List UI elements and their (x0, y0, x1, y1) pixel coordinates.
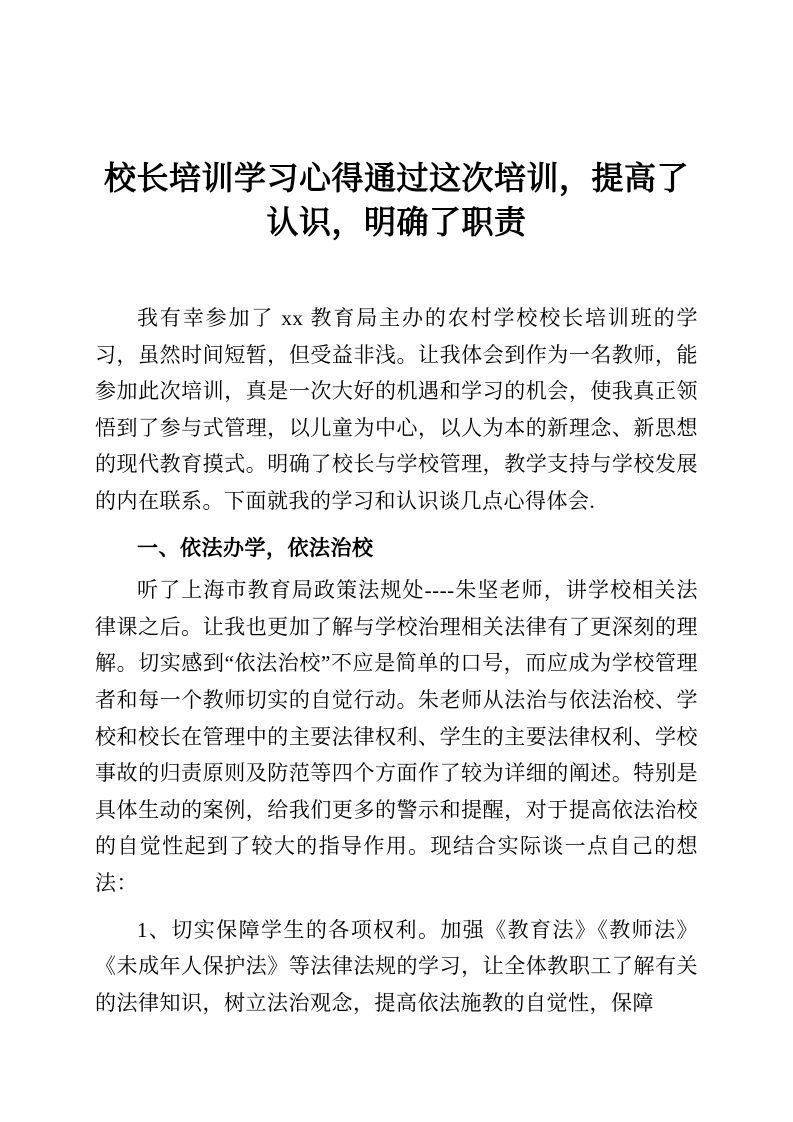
paragraph: 1、切实保障学生的各项权利。加强《教育法》《教师法》《未成年人保护法》等法律法规的学习，让全体教职工了解有关的法律知识，树立法治观念，提高依法施教的自觉性，保障 (95, 917, 698, 1015)
document-title: 校长培训学习心得通过这次培训，提高了认识，明确了职责 (103, 160, 689, 240)
paragraph: 听了上海市教育局政策法规处----朱坚老师，讲学校相关法律课之后。让我也更加了解与学校治理相关法律有了更深刻的理解。切实感到“依法治校”不应是简单的口号，而应成为学校管理者和每一个教师切实的自觉行动。朱老师从法治与依法治校、学校和校长在管理中的主要法律权利、学生的主要法律权利、学校事故的归责原则及防范等四个方面作了较为详细的阐述。特别是具体生动的案例，给我们更多的警示和提醒，对于提高依法治校的自觉性起到了较大的指导作用。现结合实际谈一点自己的想法： (95, 578, 698, 895)
paragraph: 我有幸参加了 xx 教育局主办的农村学校校长培训班的学习，虽然时间短暂，但受益非浅。让我体会到作为一名教师，能参加此次培训，真是一次大好的机遇和学习的机会，使我真正领悟到了参与式管理，以儿童为中心，以人为本的新理念、新思想的现代教育摸式。明确了校长与学校管理，教学支持与学校发展的内在联系。下面就我的学习和认识谈几点心得体会. (95, 306, 698, 513)
section-heading: 一、依法办学，依法治校 (137, 535, 374, 560)
document-body (95, 300, 698, 1021)
